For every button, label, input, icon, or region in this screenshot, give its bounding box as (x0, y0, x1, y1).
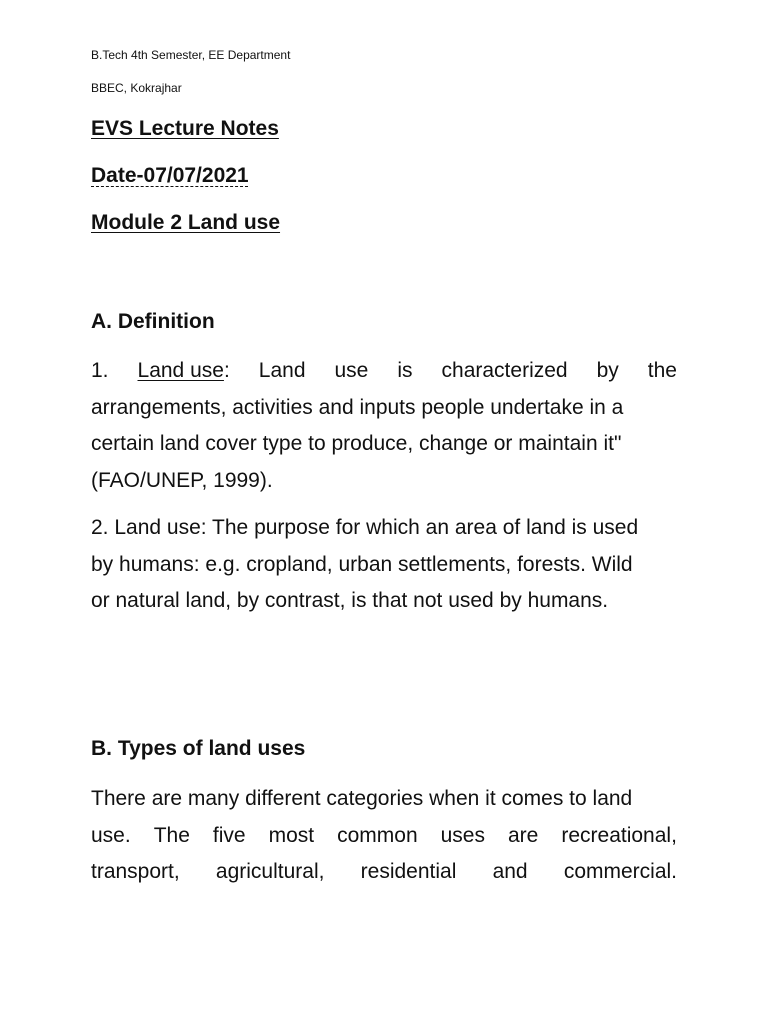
types-paragraph-line-3 (91, 854, 677, 891)
definition-1 (91, 353, 677, 499)
lecture-date-text: Date-07/07/2021 (91, 164, 249, 187)
word: characterized (441, 359, 568, 382)
word: by (596, 359, 619, 382)
word: and (492, 860, 528, 883)
lecture-date (91, 162, 249, 190)
word: five (212, 823, 246, 847)
course-info: B.Tech 4th Semester, EE Department (91, 48, 291, 62)
definition-1-term: Land use (137, 359, 224, 382)
definition-1-line-3: certain land cover type to produce, change or maintain it" (91, 432, 622, 455)
module-title (91, 209, 280, 237)
definition-1-number: 1. (91, 359, 109, 382)
definition-2 (91, 510, 677, 620)
word: recreational, (561, 823, 677, 847)
word: Land (258, 359, 306, 382)
definition-2-line-1: 2. Land use: The purpose for which an area of land is used (91, 516, 639, 539)
word: commercial. (563, 860, 677, 883)
word: most (268, 823, 315, 847)
types-paragraph-line-1: There are many different categories when it comes to land (91, 787, 633, 810)
word: The (153, 823, 190, 847)
word: the (647, 359, 677, 382)
definition-2-line-2: by humans: e.g. cropland, urban settlements, forests. Wild (91, 552, 633, 576)
section-a-heading: A. Definition (91, 310, 215, 333)
word: agricultural, (215, 860, 325, 883)
document-title-text: EVS Lecture Notes (91, 117, 279, 140)
definition-1-line-1 (91, 353, 677, 390)
word: residential (360, 860, 457, 883)
institute-info: BBEC, Kokrajhar (91, 81, 182, 95)
definition-1-line-2: arrangements, activities and inputs people undertake in a (91, 395, 624, 419)
definition-1-line-4: (FAO/UNEP, 1999). (91, 468, 273, 492)
definition-1-term-group (138, 353, 230, 390)
word: are (507, 823, 539, 847)
section-b-heading: B. Types of land uses (91, 737, 306, 760)
types-paragraph-line-2 (91, 818, 677, 855)
word: common (337, 823, 418, 847)
word: use (334, 359, 369, 382)
word: use. (91, 823, 131, 847)
definition-2-line-3: or natural land, by contrast, is that not used by humans. (91, 589, 609, 612)
types-paragraph (91, 781, 677, 891)
module-title-text: Module 2 Land use (91, 211, 281, 234)
word: is (397, 359, 413, 382)
document-title (91, 115, 279, 143)
word: transport, (91, 860, 180, 883)
definition-1-colon: : (223, 359, 230, 382)
word: uses (440, 823, 485, 847)
